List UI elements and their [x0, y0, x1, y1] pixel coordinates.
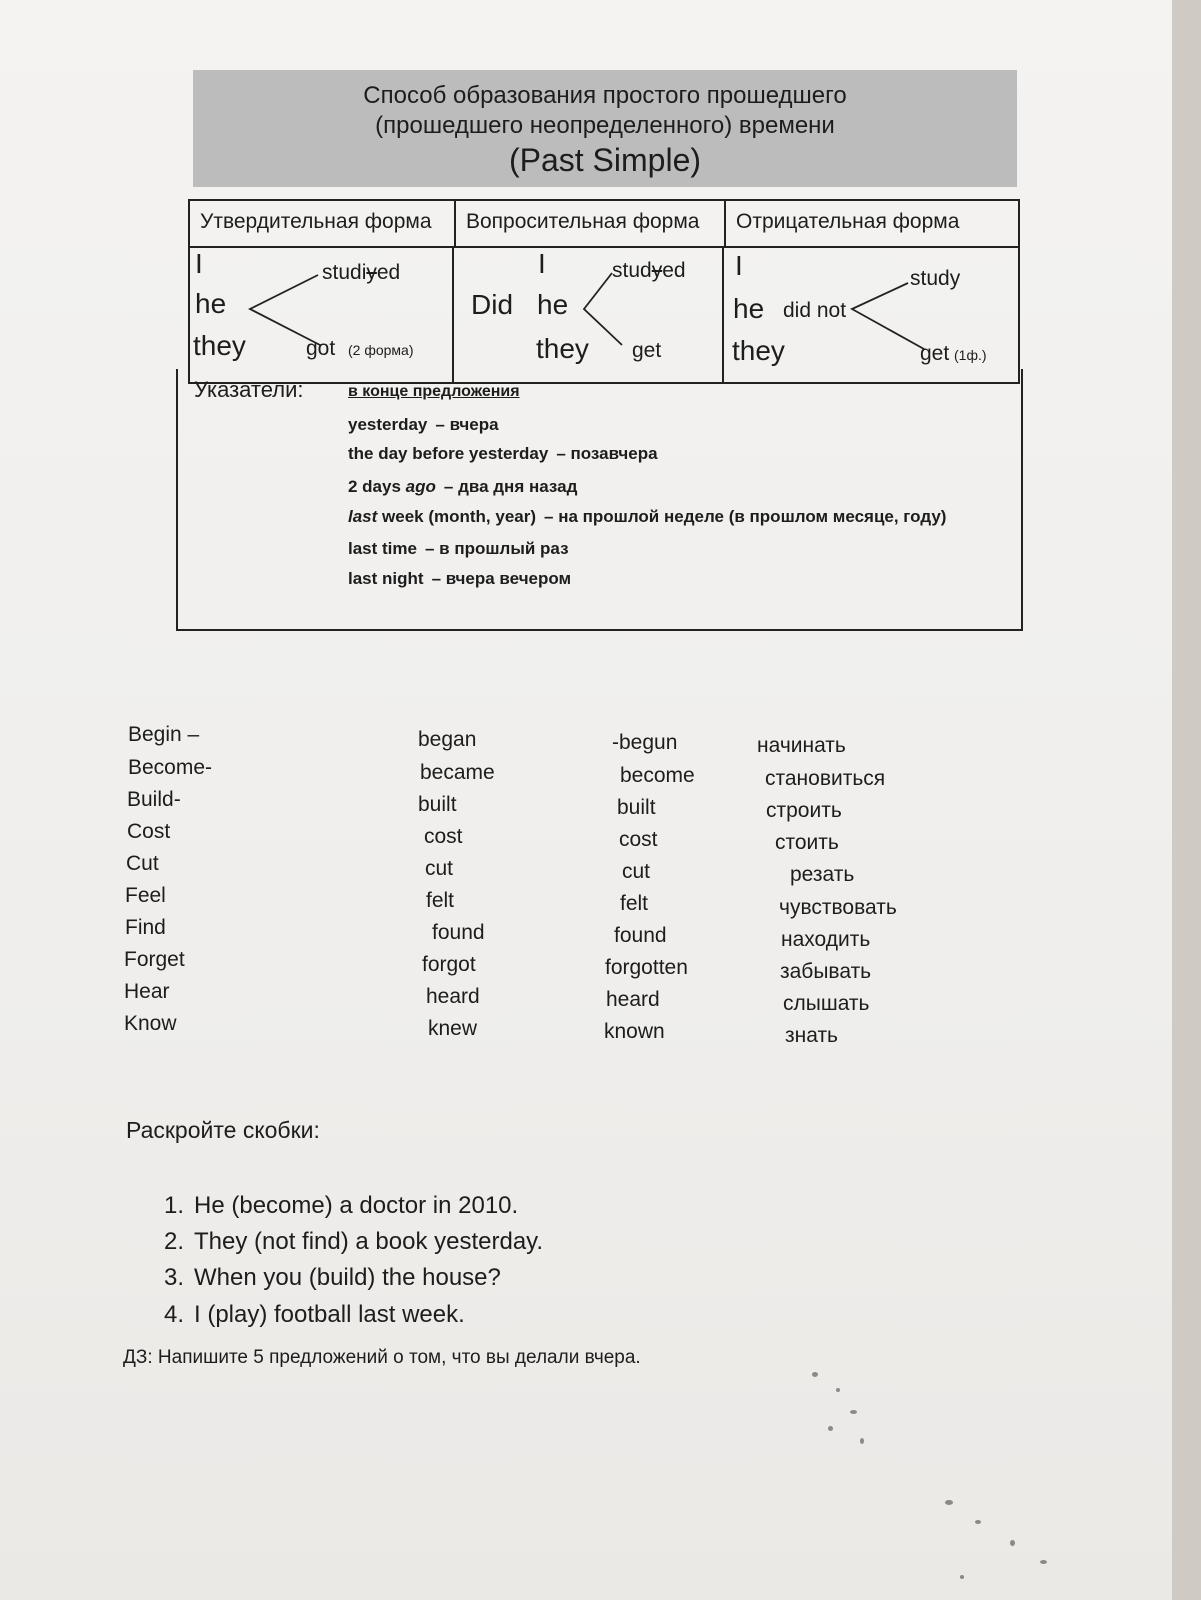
header-divider [190, 246, 1018, 248]
header-negative: Отрицательная форма [736, 210, 960, 233]
verb-infinitive: Cut [126, 852, 159, 875]
pronoun: he [195, 288, 227, 319]
pronoun: he [537, 289, 569, 320]
verb-past-simple: felt [426, 889, 455, 912]
verb-past-participle: felt [620, 892, 649, 915]
marker-item: 2 days ago – два дня назад [348, 477, 578, 496]
verb-past-participle: built [617, 796, 656, 819]
verb-translation: начинать [757, 734, 846, 757]
form-note: (1ф.) [954, 347, 987, 363]
exercise-item: 1. He (become) a doctor in 2010. [163, 1192, 519, 1219]
verb-infinitive: Forget [124, 948, 185, 971]
verb-past-participle: -begun [612, 731, 678, 754]
verb-translation: строить [766, 799, 842, 822]
column-divider [452, 246, 454, 382]
verb-infinitive: Hear [124, 980, 170, 1003]
verb-infinitive: Build- [127, 788, 181, 811]
verb-infinitive: Begin – [128, 723, 200, 746]
markers-subtitle: в конце предложения [348, 383, 520, 400]
verb-form-top: studiyed [322, 261, 401, 284]
exercise-item: 3. When you (build) the house? [163, 1264, 501, 1291]
verb-past-participle: found [614, 924, 667, 947]
verb-past-simple: knew [428, 1017, 478, 1040]
exercise-item: 4. I (play) football last week. [163, 1301, 465, 1328]
verb-past-participle: known [604, 1020, 665, 1043]
header-affirmative: Утвердительная форма [190, 201, 456, 246]
verb-form-bottom: got [306, 337, 336, 360]
verb-past-simple: cost [424, 825, 463, 848]
exercise-item: 2. They (not find) a book yesterday. [163, 1228, 544, 1255]
verb-translation: чувствовать [779, 896, 897, 919]
verb-past-simple: became [420, 761, 495, 784]
verb-past-participle: cost [619, 828, 658, 851]
verb-infinitive: Know [124, 1012, 177, 1035]
page-edge [1172, 0, 1201, 1600]
verb-infinitive: Become- [128, 756, 213, 779]
verb-past-simple: began [418, 728, 477, 751]
pronoun: I [735, 250, 743, 281]
verb-past-simple: heard [426, 985, 480, 1008]
verb-translation: находить [781, 928, 871, 951]
verb-form-top: studyed [612, 259, 686, 282]
verb-form-bottom: get [920, 342, 950, 365]
pronoun: they [732, 335, 785, 366]
verb-past-simple: forgot [422, 953, 476, 976]
pronoun: I [195, 248, 203, 279]
pronoun: he [733, 293, 765, 324]
auxiliary: did not [783, 299, 847, 322]
marker-item: yesterday – вчера [348, 415, 499, 434]
verb-past-simple: built [418, 793, 457, 816]
header-question: Вопросительная форма [456, 201, 726, 246]
verb-translation: слышать [783, 992, 870, 1015]
verb-translation: забывать [780, 960, 872, 983]
pronoun: I [538, 248, 546, 279]
title-line-3: (Past Simple) [508, 142, 702, 178]
marker-item: the day before yesterday – позавчера [348, 444, 658, 463]
title-banner [193, 70, 1017, 187]
verb-infinitive: Feel [125, 884, 166, 907]
verb-translation: стоить [775, 831, 839, 854]
exercise-title: Раскройте скобки: [126, 1117, 320, 1143]
homework-text: ДЗ: Напишите 5 предложений о том, что вы делали вчера. [123, 1347, 641, 1368]
verb-infinitive: Cost [127, 820, 171, 843]
marker-item: last week (month, year) – на прошлой неделе (в прошлом месяце, году) [348, 507, 947, 526]
verb-translation: резать [790, 863, 855, 886]
pronoun: they [536, 333, 589, 364]
grammar-table [188, 199, 1020, 384]
verb-past-participle: forgotten [605, 956, 688, 979]
marker-item: last night – вчера вечером [348, 569, 572, 588]
verb-form-bottom: get [632, 339, 662, 362]
verb-past-participle: cut [622, 860, 651, 883]
auxiliary: Did [471, 289, 514, 320]
verb-form-top: study [910, 267, 961, 290]
column-divider [722, 246, 724, 382]
pronoun: they [193, 330, 246, 361]
verb-translation: знать [785, 1024, 839, 1047]
verb-translation: становиться [765, 767, 886, 790]
verb-infinitive: Find [125, 916, 166, 939]
title-line-2: (прошедшего неопределенного) времени [375, 112, 835, 139]
verb-past-simple: cut [425, 857, 454, 880]
verb-past-participle: become [620, 764, 695, 787]
time-markers-box [176, 369, 1023, 631]
form-note: (2 форма) [348, 342, 414, 358]
markers-label: Указатели: [194, 377, 304, 402]
title-line-1: Способ образования простого прошедшего [363, 82, 847, 109]
verb-past-participle: heard [606, 988, 660, 1011]
verb-past-simple: found [432, 921, 485, 944]
marker-item: last time – в прошлый раз [348, 539, 569, 558]
